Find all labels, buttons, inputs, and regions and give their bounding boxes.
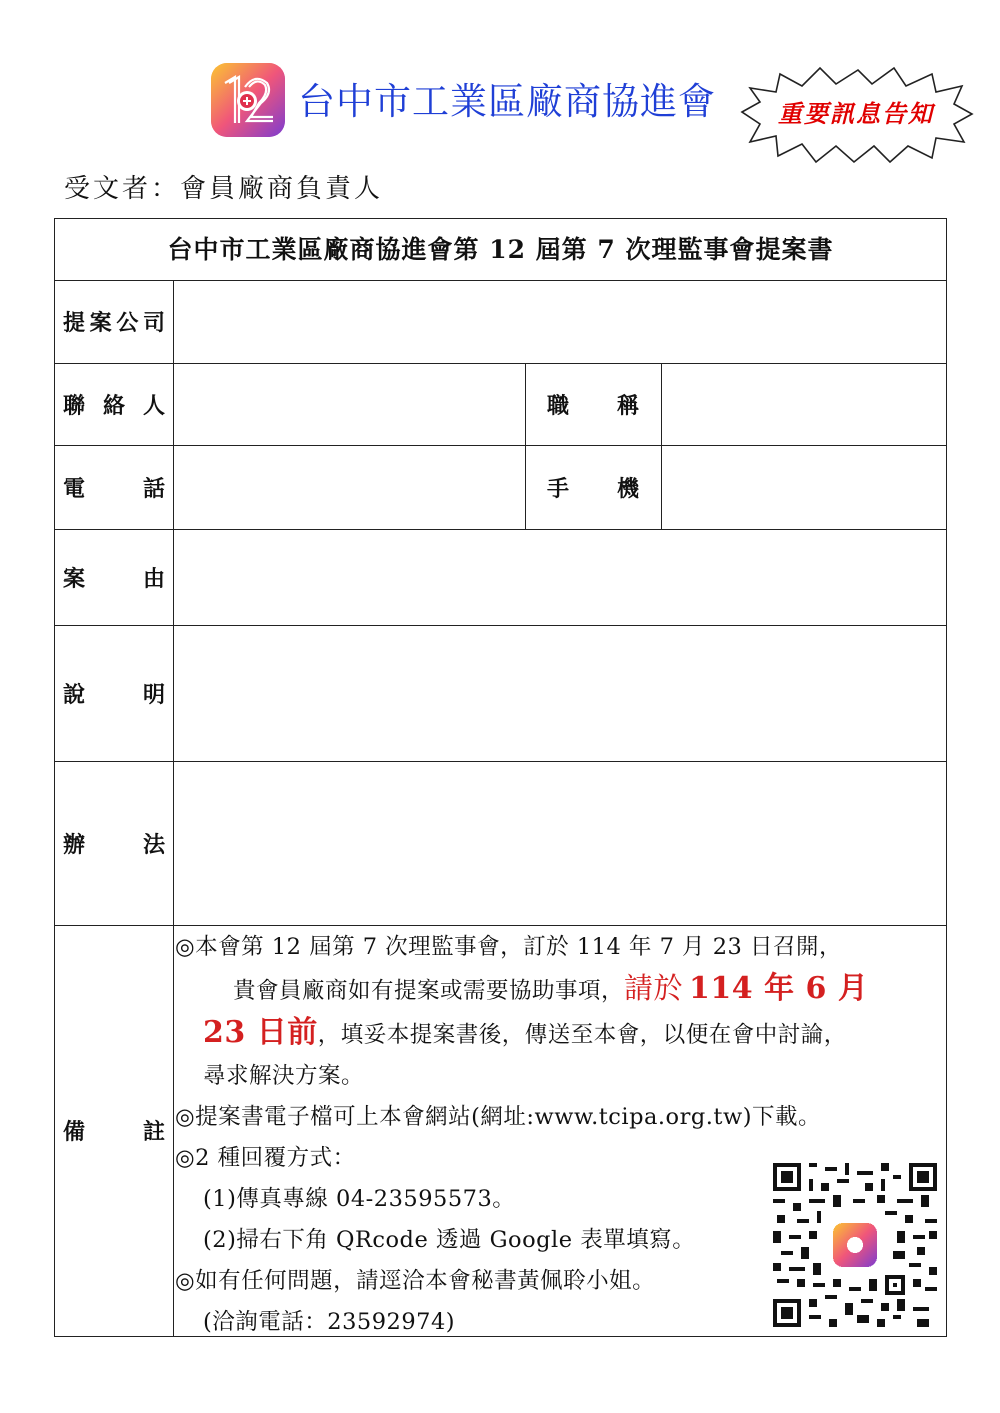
important-notice-text: 重要訊息告知 [778, 99, 934, 128]
organization-name: 台中市工業區廠商協進會 [298, 80, 716, 123]
subject-field[interactable] [175, 530, 946, 625]
label-contact-person: 聯 絡 人 [63, 392, 165, 419]
description-field[interactable] [175, 626, 946, 761]
label-proposing-company: 提 案 公 司 [63, 310, 165, 336]
label-method: 辦 法 [63, 831, 165, 858]
deadline-date-part2: 23 日前 [203, 1015, 318, 1050]
recipient-line: 受文者：會員廠商負責人 [64, 174, 384, 204]
note-contact-phone: (洽詢電話：23592974) [203, 1309, 456, 1335]
note-solution: 尋求解決方案。 [203, 1063, 365, 1089]
note-download: ◎提案書電子檔可上本會網站(網址:www.tcipa.org.tw)下載。 [175, 1104, 821, 1130]
phone-field[interactable] [175, 446, 525, 529]
google-form-qr-code-icon[interactable] [773, 1163, 937, 1327]
label-subject: 案 由 [63, 565, 165, 592]
association-logo-icon [211, 63, 285, 137]
mobile-field[interactable] [663, 446, 946, 529]
note-deadline: 23 日前，填妥本提案書後，傳送至本會，以便在會中討論， [203, 1015, 847, 1050]
note-proposal-invite: 貴會員廠商如有提案或需要協助事項，請於 114 年 6 月 [233, 971, 869, 1006]
contact-person-field[interactable] [175, 364, 525, 445]
label-job-title: 職 稱 [547, 392, 639, 419]
important-notice-badge [736, 62, 976, 168]
note-qrcode: (2)掃右下角 QRcode 透過 Google 表單填寫。 [203, 1227, 696, 1253]
method-field[interactable] [175, 762, 946, 925]
column-divider [661, 363, 662, 529]
note-contact: ◎如有任何問題，請逕洽本會秘書黃佩聆小姐。 [175, 1268, 656, 1294]
deadline-prefix: 請於 [624, 971, 684, 1005]
note-meeting-date: ◎本會第 12 屆第 7 次理監事會，訂於 114 年 7 月 23 日召開， [175, 934, 842, 960]
label-phone: 電 話 [63, 475, 165, 502]
row-divider [55, 925, 946, 926]
proposal-form [54, 218, 947, 1337]
form-title: 台中市工業區廠商協進會第 12 屆第 7 次理監事會提案書 [167, 235, 834, 264]
note-fax: (1)傳真專線 04-23595573。 [203, 1186, 516, 1212]
label-remarks: 備 註 [63, 1119, 165, 1145]
job-title-field[interactable] [663, 364, 946, 445]
label-column-divider [173, 280, 174, 1336]
label-mobile: 手 機 [547, 475, 639, 502]
label-description: 說 明 [63, 681, 165, 708]
proposing-company-field[interactable] [175, 281, 946, 363]
note-reply-methods: ◎2 種回覆方式： [175, 1145, 356, 1171]
deadline-date-part1: 114 年 6 月 [689, 971, 869, 1006]
